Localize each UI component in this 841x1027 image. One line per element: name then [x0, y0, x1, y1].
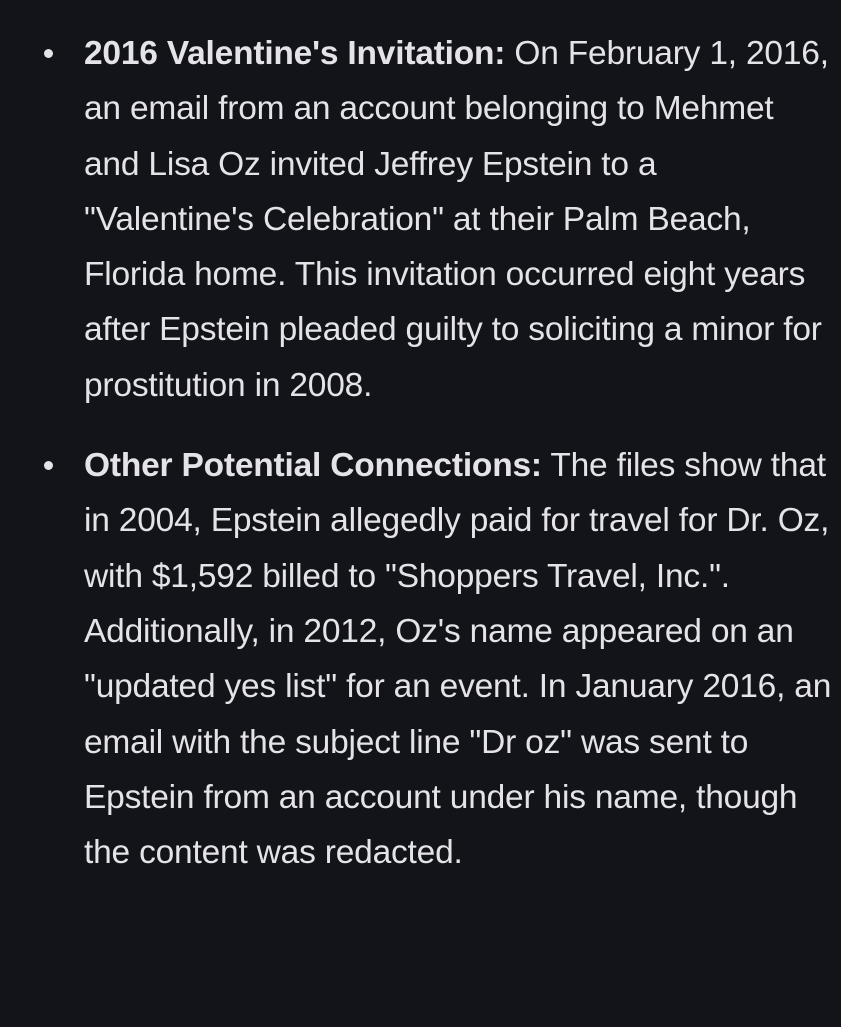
bullet-dot-icon [44, 461, 53, 470]
bullet-list [0, 26, 841, 880]
item-body: On February 1, 2016, an email from an account belonging to Mehmet and Lisa Oz invited Jeffrey Epstein to a "Valentine's Celebration" at their Palm Beach, Florida home. This invitation occurred eight years after Epstein pleaded guilty to soliciting a minor for prostitution in 2008. [84, 35, 829, 404]
list-item-other-connections [0, 438, 841, 880]
item-heading: 2016 Valentine's Invitation: [84, 35, 506, 72]
bullet-dot-icon [44, 49, 53, 58]
item-body: The files show that in 2004, Epstein allegedly paid for travel for Dr. Oz, with $1,592 billed to "Shoppers Travel, Inc.". Additionally, in 2012, Oz's name appeared on an "updated yes list" for an event. In January 2016, an email with the subject line "Dr oz" was sent to Epstein from an account under his name, though the content was redacted. [84, 447, 832, 872]
list-item-valentines-invitation [0, 26, 841, 413]
item-heading: Other Potential Connections: [84, 447, 542, 485]
